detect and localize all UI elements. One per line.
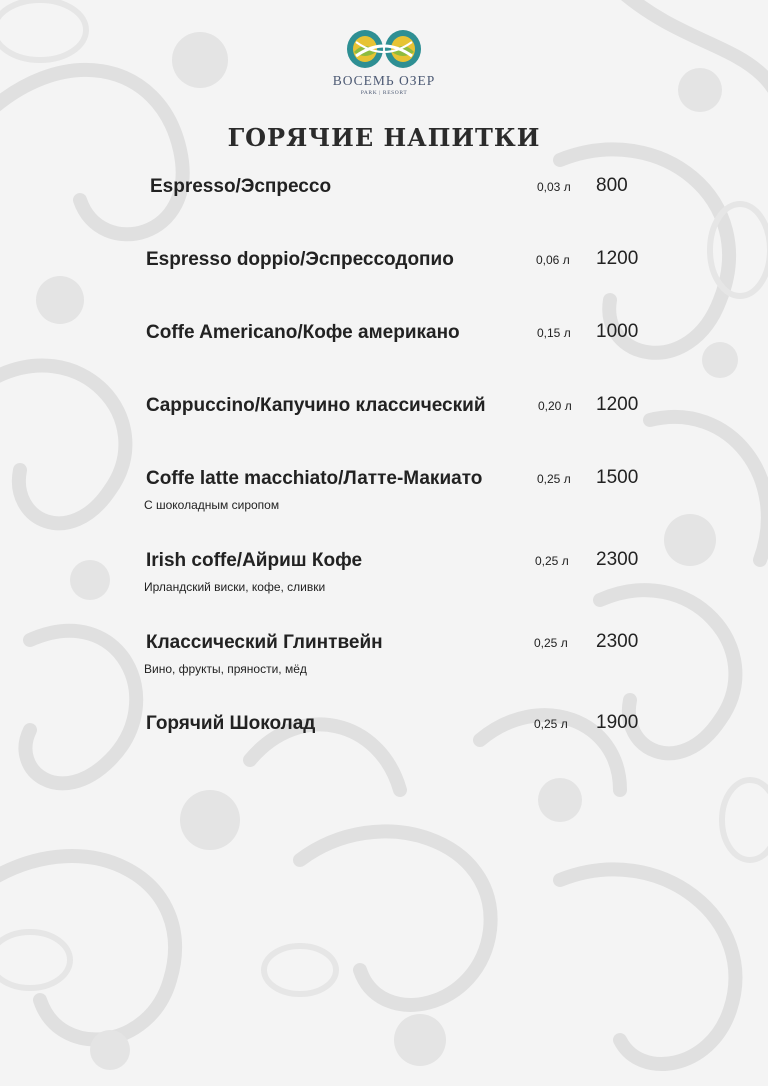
menu-item-volume: 0,25 л — [535, 554, 569, 568]
brand-name: ВОСЕМЬ ОЗЕР — [332, 73, 436, 88]
menu-item-volume: 0,15 л — [537, 326, 571, 340]
menu-item-price: 1200 — [596, 394, 639, 415]
menu-item-volume: 0,25 л — [534, 717, 568, 731]
menu-item-price: 1500 — [596, 467, 639, 488]
menu-item-price: 2300 — [596, 631, 639, 652]
menu-item-description: Ирландский виски, кофе, сливки — [144, 580, 326, 594]
brand-subtitle: PARK | RESORT — [360, 90, 408, 96]
menu-item-volume: 0,06 л — [536, 253, 570, 267]
page-title: ГОРЯЧИЕ НАПИТКИ — [227, 123, 541, 152]
menu-item-price: 800 — [596, 175, 628, 196]
menu-item-name: Классический Глинтвейн — [146, 632, 383, 653]
menu-item-price: 1000 — [596, 321, 639, 342]
menu-item-description: Вино, фрукты, пряности, мёд — [144, 662, 307, 676]
brand-logo — [330, 28, 438, 96]
menu-item-price: 1900 — [596, 712, 639, 733]
eight-lakes-logo-icon — [346, 28, 422, 70]
menu-item-description: С шоколадным сиропом — [144, 498, 280, 512]
menu-item-volume: 0,25 л — [534, 636, 568, 650]
menu-item-name: Cappuccino/Капучино классический — [146, 395, 486, 416]
menu-item-name: Coffe latte macchiato/Латте-Макиато — [146, 468, 483, 489]
menu-item-price: 1200 — [596, 248, 639, 269]
menu-item-name: Горячий Шоколад — [146, 713, 316, 734]
menu-item-name: Irish coffe/Айриш Кофе — [146, 550, 363, 571]
menu-item-volume: 0,25 л — [537, 472, 571, 486]
menu-item-name: Espresso/Эспрессо — [150, 176, 332, 197]
menu-item-name: Espresso doppio/Эспрессодопио — [146, 249, 454, 270]
menu-item-volume: 0,03 л — [537, 180, 571, 194]
menu-item-volume: 0,20 л — [538, 399, 572, 413]
menu-item-name: Coffe Americano/Кофе американо — [146, 322, 460, 343]
menu-item-price: 2300 — [596, 549, 639, 570]
